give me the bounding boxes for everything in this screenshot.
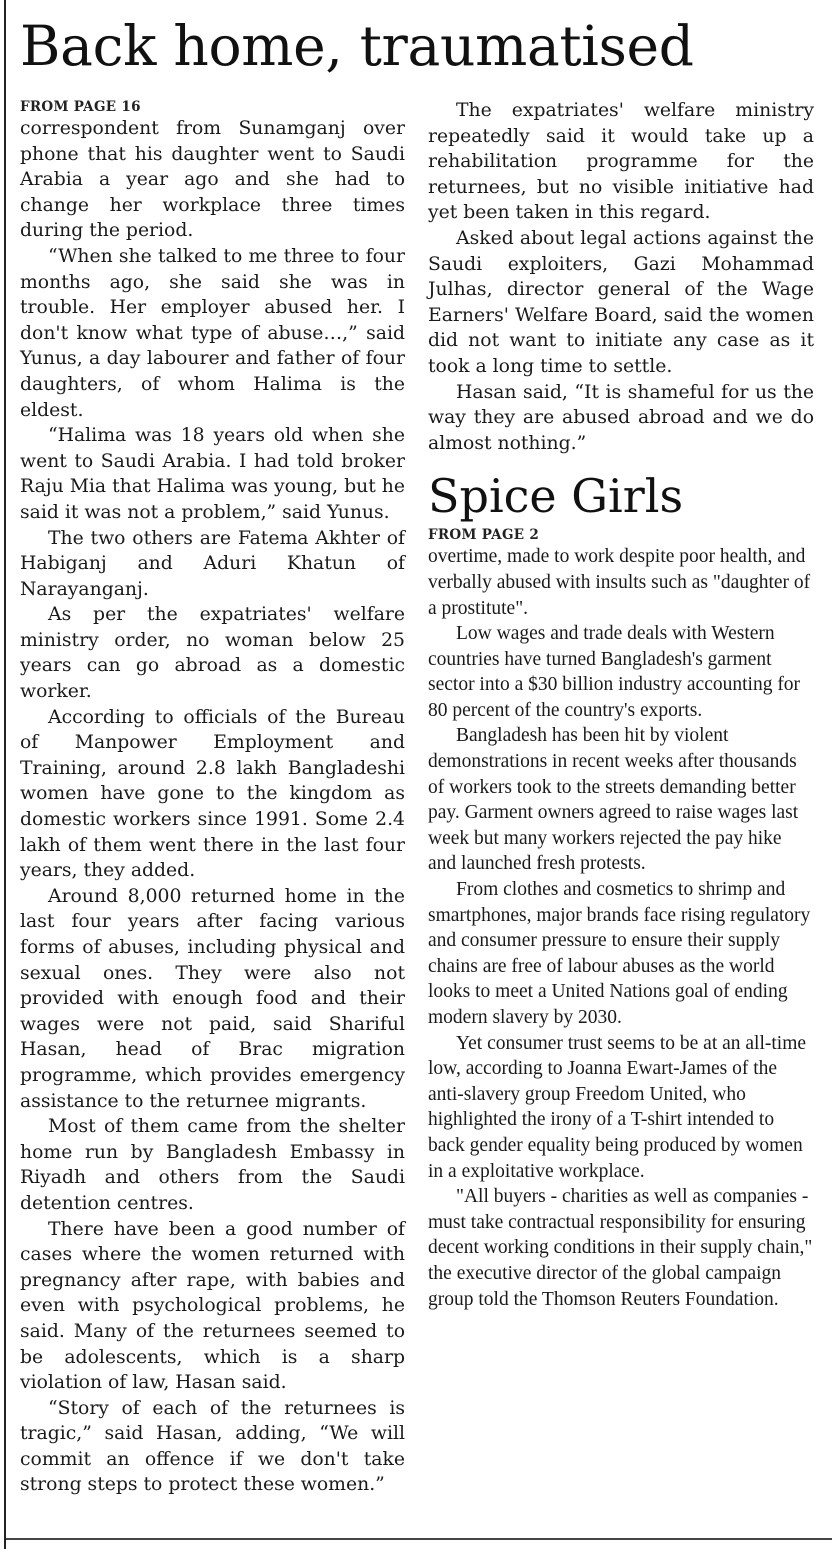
paragraph: “Halima was 18 years old when she went to Saudi Arabia. I had told broker Raju Mia that Halima was young, but he said it was not a problem,” said Yunus.: [20, 425, 405, 523]
jump-kicker: FROM PAGE 16: [20, 99, 141, 115]
left-column-rule: [4, 0, 6, 1549]
paragraph: Bangladesh has been hit by violent demonstrations in recent weeks after thousands of workers took to the streets demanding better pay. Garment owners agreed to raise wages last week but many workers rejected the pay hike and launched fresh protests.: [428, 725, 799, 875]
paragraph: The two others are Fatema Akhter of Habiganj and Aduri Khatun of Narayanganj.: [20, 527, 405, 600]
paragraph: Most of them came from the shelter home run by Bangladesh Embassy in Riyadh and others from the Saudi detention centres.: [20, 1116, 405, 1214]
article-column-left: [20, 98, 405, 1498]
article-headline: Back home, traumatised: [20, 14, 694, 78]
section-headline: Spice Girls: [428, 469, 684, 524]
jump-kicker: FROM PAGE 2: [428, 527, 540, 544]
paragraph: "All buyers - charities as well as companies - must take contractual responsibility for ensuring decent working conditions in their supply chain," the executive director of the global campaign group told the Thomson Reuters Foundation.: [428, 1186, 813, 1310]
paragraph: The expatriates' welfare ministry repeatedly said it would take up a rehabilitation programme for the returnees, but no visible initiative had yet been taken in this regard.: [428, 100, 814, 224]
paragraph: Asked about legal actions against the Saudi exploiters, Gazi Mohammad Julhas, director general of the Wage Earners' Welfare Board, said the women did not want to initiate any case as it took a long time to settle.: [428, 227, 814, 377]
paragraph: “When she talked to me three to four months ago, she said she was in trouble. Her employer abused her. I don't know what type of abuse…,” said Yunus, a day labourer and father of four daughters, of whom Halima is the eldest.: [20, 245, 405, 421]
paragraph: overtime, made to work despite poor health, and verbally abused with insults such as "daughter of a prostitute".: [428, 546, 811, 619]
paragraph: As per the expatriates' welfare ministry order, no woman below 25 years can go abroad as a domestic worker.: [20, 604, 405, 703]
bottom-rule: [6, 1538, 832, 1540]
paragraph: According to officials of the Bureau of Manpower Employment and Training, around 2.8 lakh Bangladeshi women have gone to the kingdom as domestic workers since 1991. Some 2.4 lakh of them went there in the last four years, they added.: [20, 706, 405, 882]
paragraph: correspondent from Sunamganj over phone that his daughter went to Saudi Arabia a year ago and she had to change her workplace three times during the period.: [20, 118, 405, 242]
paragraph: Yet consumer trust seems to be at an all-time low, according to Joanna Ewart-James of the anti-slavery group Freedom United, who highlighted the irony of a T-shirt intended to back gender equality being produced by women in a exploitative workplace.: [428, 1032, 807, 1182]
spice-girls-article: [428, 466, 814, 1312]
paragraph: There have been a good number of cases where the women returned with pregnancy after rape, with babies and even with psychological problems, he said. Many of the returnees seemed to be adolescents, which is a sharp violation of law, Hasan said.: [20, 1218, 405, 1394]
paragraph: “Story of each of the returnees is tragic,” said Hasan, adding, “We will commit an offence if we don't take strong steps to protect these women.”: [20, 1397, 405, 1496]
paragraph: From clothes and cosmetics to shrimp and smartphones, major brands face rising regulatory and consumer pressure to ensure their supply chains are free of labour abuses as the world looks to meet a United Nations goal of ending modern slavery by 2030.: [428, 879, 811, 1028]
article-column-right: [428, 98, 814, 1312]
paragraph: Hasan said, “It is shameful for us the way they are abused abroad and we do almost nothing.”: [428, 381, 814, 454]
paragraph: Low wages and trade deals with Western countries have turned Bangladesh's garment sector into a $30 billion industry accounting for 80 percent of the country's exports.: [428, 623, 801, 721]
paragraph: Around 8,000 returned home in the last four years after facing various forms of abuses, including physical and sexual ones. They were also not provided with enough food and their wages were not paid, said Shariful Hasan, head of Brac migration programme, which provides emergency assistance to the returnee migrants.: [20, 885, 405, 1112]
